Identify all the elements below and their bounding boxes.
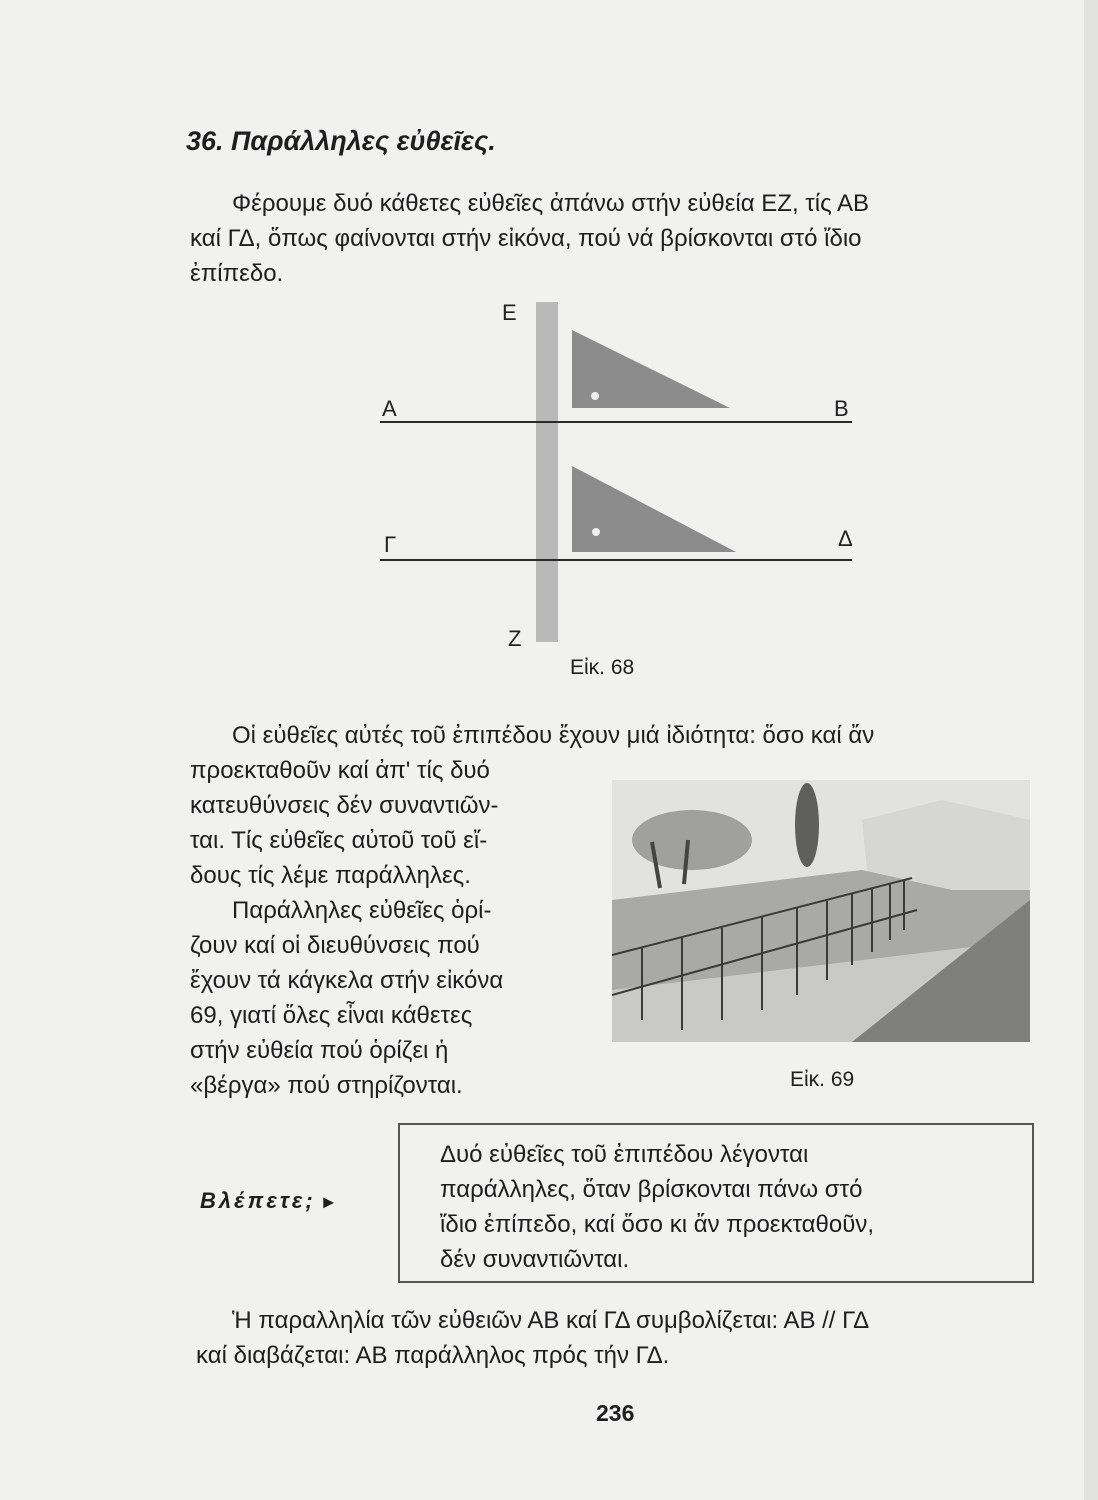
para2-line: «βέργα» πού στηρίζονται.: [190, 1072, 463, 1099]
para2-line: δους τίς λέμε παράλληλες.: [190, 862, 471, 889]
see-label: [200, 1188, 341, 1214]
page-edge: [1084, 0, 1098, 1500]
page-number: 236: [596, 1400, 635, 1426]
para2-line: Παράλληλες εὐθεῖες ὁρί-: [232, 897, 492, 924]
set-square-hole: [591, 392, 599, 400]
photo-tree: [795, 783, 819, 867]
section-heading: 36. Παράλληλες εὐθεῖες.: [186, 126, 496, 156]
label-a: Α: [382, 396, 397, 421]
definition-line: παράλληλες, ὅταν βρίσκονται πάνω στό: [440, 1176, 863, 1203]
intro-line: καί ΓΔ, ὅπως φαίνονται στήν εἰκόνα, πού νά βρίσκονται στό ἴδιο: [190, 225, 862, 252]
label-z: Ζ: [508, 626, 522, 651]
intro-line: ἐπίπεδο.: [190, 260, 284, 287]
para2-line: κατευθύνσεις δέν συναντιῶν-: [190, 792, 499, 819]
label-e: Ε: [502, 300, 517, 325]
definition-line: δέν συναντιῶνται.: [440, 1246, 630, 1273]
label-g: Γ: [384, 532, 397, 557]
set-square-hole: [592, 528, 600, 536]
notation-paragraph: [196, 1303, 1046, 1373]
figure-69-caption: Εἰκ. 69: [790, 1068, 855, 1091]
label-b: Β: [834, 396, 849, 421]
figure-68-caption: Εἰκ. 68: [570, 656, 635, 679]
definition-line: ἴδιο ἐπίπεδο, καί ὅσο κι ἄν προεκταθοῦν,: [440, 1211, 874, 1238]
figure-68: [360, 290, 880, 670]
figure-69-photo: [612, 780, 1030, 1042]
paragraph-2-first-line: [190, 718, 1040, 753]
set-square-lower: [572, 466, 736, 552]
para2-line: προεκταθοῦν καί ἀπ' τίς δυό: [190, 757, 490, 784]
definition-box: [398, 1123, 1034, 1283]
para2-line: ἔχουν τά κάγκελα στήν εἰκόνα: [190, 967, 504, 994]
label-d: Δ: [838, 526, 853, 551]
para2-line: ται. Τίς εὐθεῖες αὐτοῦ τοῦ εἴ-: [190, 827, 488, 854]
intro-paragraph: [190, 186, 1040, 291]
paragraph-2-column: [190, 753, 600, 1103]
line-ez-ruler: [536, 302, 558, 642]
see-label-text: Βλέπετε;: [200, 1188, 316, 1213]
para2-line: ζουν καί οἱ διευθύνσεις πού: [190, 932, 480, 959]
intro-line: Φέρουμε δυό κάθετες εὐθεῖες ἀπάνω στήν εὐθεία ΕΖ, τίς ΑΒ: [232, 190, 870, 217]
para2-line: 69, γιατί ὅλες εἶναι κάθετες: [190, 1002, 473, 1029]
definition-line: Δυό εὐθεῖες τοῦ ἐπιπέδου λέγονται: [440, 1141, 809, 1168]
triangle-right-icon: ►: [319, 1192, 341, 1212]
para2-line: στήν εὐθεία πού ὁρίζει ἡ: [190, 1037, 449, 1064]
notation-line: Ἡ παραλληλία τῶν εὐθειῶν ΑΒ καί ΓΔ συμβολίζεται: ΑΒ // ΓΔ: [232, 1307, 870, 1334]
notation-line: καί διαβάζεται: ΑΒ παράλληλος πρός τήν ΓΔ.: [196, 1342, 670, 1369]
photo-tree: [632, 810, 752, 870]
para2-line: Οἱ εὐθεῖες αὐτές τοῦ ἐπιπέδου ἔχουν μιά ἰδιότητα: ὅσο καί ἄν: [232, 722, 875, 749]
